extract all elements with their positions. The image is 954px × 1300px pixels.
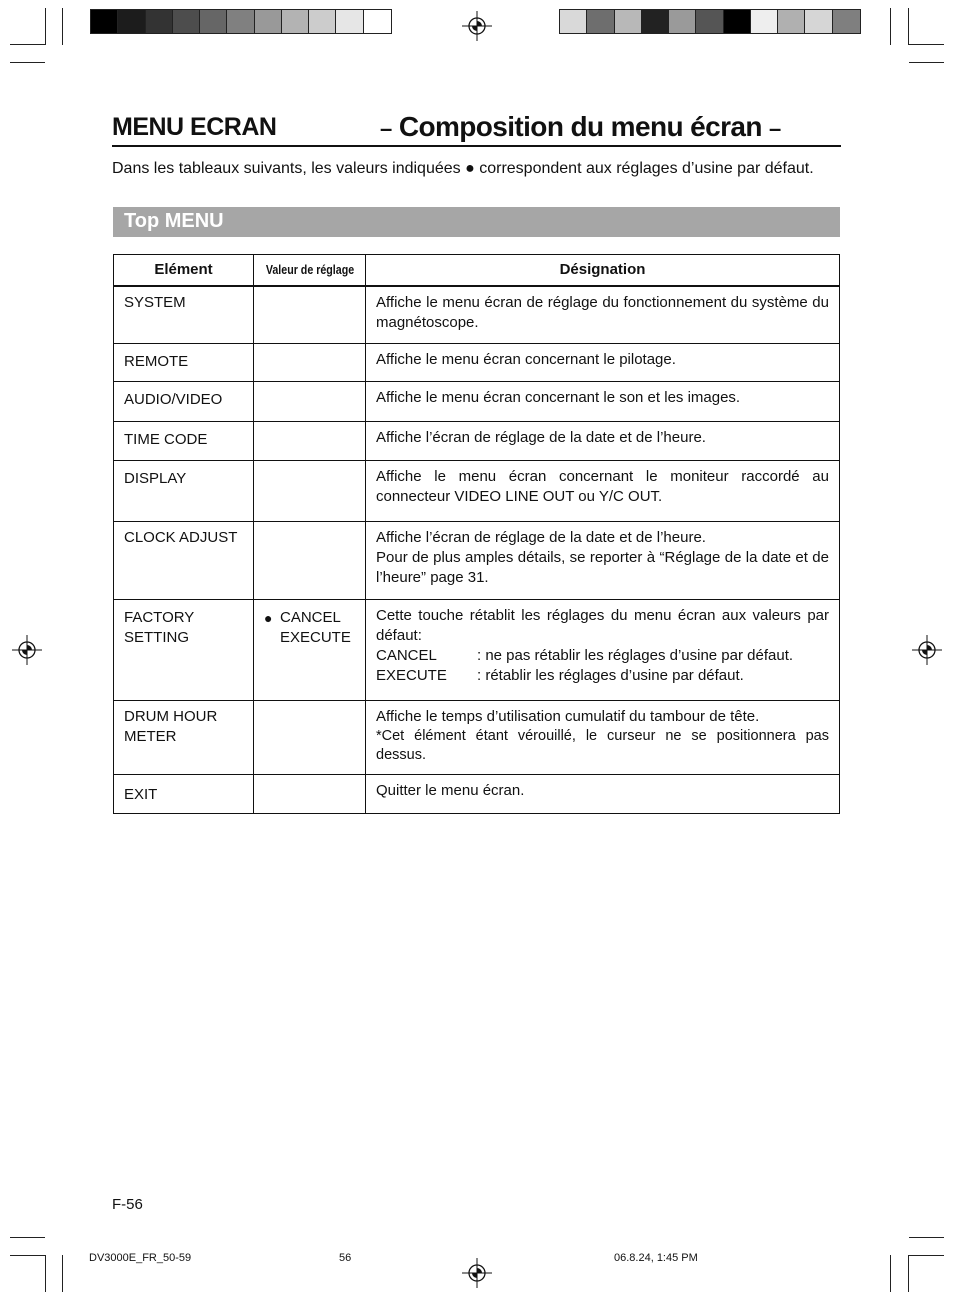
description-cell	[366, 775, 840, 814]
crop-mark	[10, 1255, 45, 1256]
definition-value: : ne pas rétablir les réglages d’usine par défaut.	[477, 647, 794, 664]
color-swatch	[309, 10, 336, 33]
crop-mark	[45, 8, 46, 45]
element-cell: SYSTEM	[114, 286, 254, 344]
menu-table	[113, 254, 840, 814]
default-bullet-icon: ●	[264, 610, 273, 626]
table-row	[114, 461, 840, 522]
page-number: F-56	[112, 1196, 143, 1213]
value-cell	[254, 600, 366, 701]
crop-mark	[909, 44, 944, 45]
bullet-spacer	[264, 628, 280, 648]
column-header: Valeur de réglage	[264, 255, 356, 286]
option-other	[264, 628, 355, 648]
description-text: Affiche le temps d’utilisation cumulatif du tambour de tête.	[376, 708, 760, 725]
crop-mark	[10, 62, 45, 63]
description-text: Affiche l’écran de réglage de la date et de l’heure.	[376, 529, 706, 546]
definition-row	[376, 666, 829, 686]
color-swatch	[227, 10, 254, 33]
element-cell	[114, 600, 254, 701]
color-swatch	[587, 10, 614, 33]
crop-mark	[909, 1255, 944, 1256]
table-row	[114, 775, 840, 814]
color-swatch	[200, 10, 227, 33]
element-cell: DISPLAY	[114, 461, 254, 522]
color-swatch	[364, 10, 391, 33]
description-text: Affiche le menu écran concernant le pilotage.	[376, 351, 676, 368]
color-swatch	[91, 10, 118, 33]
column-header: Elément	[114, 255, 254, 286]
color-swatch	[255, 10, 282, 33]
element-cell: AUDIO/VIDEO	[114, 382, 254, 422]
title-rule	[112, 145, 841, 147]
table-row	[114, 382, 840, 422]
definition-key: EXECUTE	[376, 667, 447, 684]
crop-mark	[908, 8, 909, 45]
color-swatch	[118, 10, 145, 33]
intro-text-after: correspondent aux réglages d’usine par défaut.	[479, 160, 814, 177]
crop-mark	[909, 1237, 944, 1238]
color-swatch	[560, 10, 587, 33]
table-row	[114, 422, 840, 461]
option-label: CANCEL	[280, 609, 341, 626]
value-cell	[254, 382, 366, 422]
section-heading: Top MENU	[124, 210, 224, 232]
description-cell	[366, 344, 840, 382]
definition-row	[376, 646, 829, 666]
element-line: METER	[124, 728, 177, 745]
definition-key: CANCEL	[376, 647, 437, 664]
table-row	[114, 600, 840, 701]
description-cell	[366, 286, 840, 344]
description-cell	[366, 600, 840, 701]
option-label: EXECUTE	[280, 629, 351, 646]
footer-filename: DV3000E_FR_50-59	[89, 1252, 192, 1264]
crop-mark	[890, 8, 891, 45]
color-swatch	[724, 10, 751, 33]
description-text: Affiche le menu écran concernant le son et les images.	[376, 389, 741, 406]
intro-text-before: Dans les tableaux suivants, les valeurs indiquées	[112, 160, 461, 177]
registration-mark-icon	[12, 635, 42, 665]
crop-mark	[62, 8, 63, 45]
table-row	[114, 701, 840, 775]
description-cell	[366, 461, 840, 522]
description-text: Affiche l’écran de réglage de la date et de l’heure.	[376, 429, 706, 446]
color-swatch	[642, 10, 669, 33]
registration-mark-icon	[912, 635, 942, 665]
table-row	[114, 344, 840, 382]
crop-mark	[909, 62, 944, 63]
value-cell	[254, 775, 366, 814]
color-swatch	[778, 10, 805, 33]
color-swatch	[696, 10, 723, 33]
description-cell	[366, 382, 840, 422]
column-header: Désignation	[366, 255, 840, 286]
value-cell	[254, 522, 366, 600]
crop-mark	[908, 1255, 909, 1292]
description-text: Affiche le menu écran de réglage du fonctionnement du système du magnétoscope.	[376, 293, 829, 331]
definition-value: : rétablir les réglages d’usine par défaut.	[477, 667, 744, 684]
description-text: Affiche le menu écran concernant le moniteur raccordé au connecteur VIDEO LINE OUT ou Y/C OUT.	[376, 468, 829, 505]
crop-mark	[45, 1255, 46, 1292]
color-swatch	[669, 10, 696, 33]
value-cell	[254, 344, 366, 382]
intro-paragraph	[112, 159, 841, 179]
footer-timestamp: 06.8.24, 1:45 PM	[614, 1252, 698, 1264]
description-text: Cette touche rétablit les réglages du menu écran aux valeurs par défaut:	[376, 607, 829, 644]
element-line: FACTORY	[124, 609, 195, 626]
default-bullet-icon: ●	[465, 160, 475, 177]
color-swatch	[833, 10, 860, 33]
element-cell: TIME CODE	[114, 422, 254, 461]
description-text: Pour de plus amples détails, se reporter à “Réglage de la date et de l’heure” page 31.	[376, 549, 829, 586]
element-line: DRUM HOUR	[124, 708, 218, 725]
description-note: *Cet élément étant vérouillé, le curseur ne se positionnera pas dessus.	[376, 728, 829, 763]
element-line: SETTING	[124, 629, 190, 646]
crop-mark	[10, 44, 45, 45]
value-cell	[254, 701, 366, 775]
element-cell: EXIT	[114, 775, 254, 814]
table-row	[114, 522, 840, 600]
color-swatch	[615, 10, 642, 33]
option-default	[264, 608, 355, 628]
description-text: Quitter le menu écran.	[376, 782, 525, 799]
footer-sheet-number: 56	[339, 1252, 352, 1264]
page-heading-text: Composition du menu écran	[398, 111, 762, 142]
crop-mark	[62, 1255, 63, 1292]
description-cell	[366, 701, 840, 775]
color-calibration-bar-left	[90, 9, 392, 34]
color-swatch	[146, 10, 173, 33]
color-swatch	[336, 10, 363, 33]
heading-dash: –	[769, 116, 781, 141]
description-cell	[366, 422, 840, 461]
page-heading	[380, 111, 781, 143]
description-cell	[366, 522, 840, 600]
element-cell	[114, 701, 254, 775]
color-swatch	[173, 10, 200, 33]
heading-dash: –	[380, 116, 392, 141]
section-title: MENU ECRAN	[112, 113, 277, 141]
color-swatch	[282, 10, 309, 33]
crop-mark	[10, 1237, 45, 1238]
element-cell: REMOTE	[114, 344, 254, 382]
value-cell	[254, 461, 366, 522]
color-swatch	[805, 10, 832, 33]
section-bar	[113, 207, 840, 237]
color-calibration-bar-right	[559, 9, 861, 34]
value-cell	[254, 422, 366, 461]
value-cell	[254, 286, 366, 344]
element-cell: CLOCK ADJUST	[114, 522, 254, 600]
registration-mark-icon	[462, 11, 492, 41]
color-swatch	[751, 10, 778, 33]
crop-mark	[890, 1255, 891, 1292]
table-row	[114, 286, 840, 344]
table-header-row	[114, 255, 840, 286]
registration-mark-icon	[462, 1258, 492, 1288]
